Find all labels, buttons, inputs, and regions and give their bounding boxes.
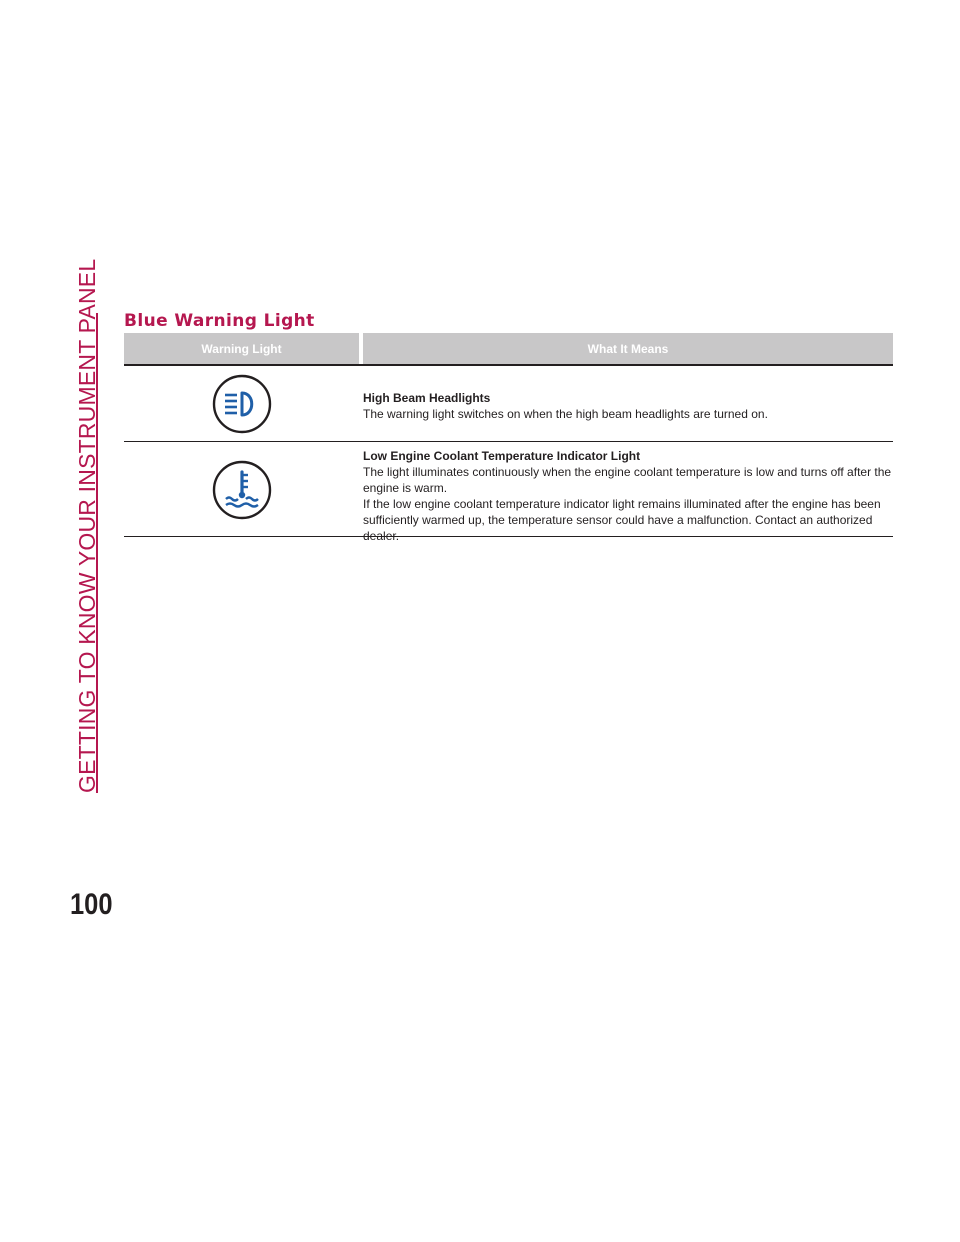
page-number: 100 <box>70 888 113 921</box>
chapter-side-label: GETTING TO KNOW YOUR INSTRUMENT PANEL <box>74 258 100 793</box>
row-description: If the low engine coolant temperature indicator light remains illuminated after the engine has been sufficiently warmed up, the temperature sensor could have a malfunction. Contact an authorized dealer. <box>363 497 881 543</box>
row-title: High Beam Headlights <box>363 391 491 405</box>
row-description: The warning light switches on when the high beam headlights are turned on. <box>363 407 768 421</box>
row-description: The light illuminates continuously when the engine coolant temperature is low and turns off after the engine is warm. <box>363 465 892 495</box>
table-header <box>124 333 893 366</box>
warning-light-table <box>124 333 893 543</box>
section-title: Blue Warning Light <box>124 311 315 331</box>
meaning-cell <box>359 366 893 441</box>
table-row <box>124 442 893 543</box>
row-title: Low Engine Coolant Temperature Indicator Light <box>363 449 641 463</box>
icon-cell <box>124 442 359 536</box>
meaning-cell <box>359 442 893 543</box>
header-what-it-means: What It Means <box>363 333 893 364</box>
header-warning-light: Warning Light <box>124 333 359 364</box>
high-beam-headlights-icon <box>212 374 272 434</box>
icon-cell <box>124 366 359 441</box>
table-row <box>124 366 893 442</box>
coolant-temperature-icon <box>212 460 272 520</box>
